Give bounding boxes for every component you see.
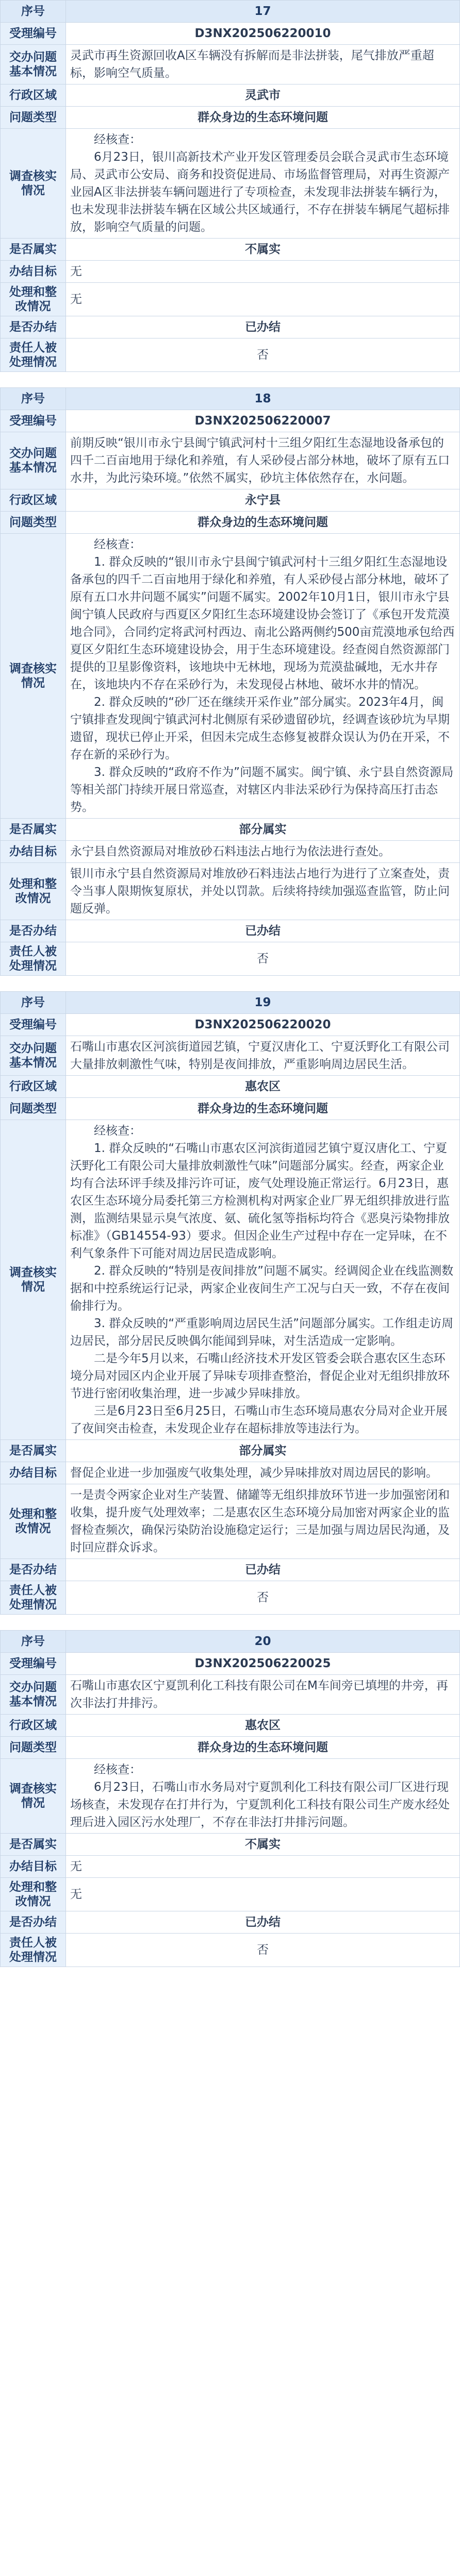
true-label: 是否属实 [1, 239, 66, 261]
done-value: 已办结 [66, 316, 460, 338]
plan-label: 处理和整改情况 [1, 863, 66, 920]
target-value: 永宁县自然资源局对堆放砂石料违法占地行为依法进行查处。 [66, 841, 460, 863]
done-value: 已办结 [66, 1911, 460, 1934]
account-row [1, 1581, 460, 1615]
account-label: 责任人被处理情况 [1, 1934, 66, 1967]
result-value [66, 1120, 460, 1440]
region-label: 行政区域 [1, 1715, 66, 1737]
id-value: D3NX202506220025 [66, 1653, 460, 1675]
result-paragraph: 2. 群众反映的“砂厂还在继续开采作业”部分属实。2023年4月，闽宁镇排查发现闽宁镇武河村北侧原有采砂遗留砂坑，经调查该砂坑为早期遗留，现状已停止开采，但因未完成生态修复被群众误认为仍在开采，不存在新的采砂行为。 [70, 696, 450, 761]
done-row [1, 1559, 460, 1581]
region-label: 行政区域 [1, 84, 66, 107]
result-paragraph: 1. 群众反映的“石嘴山市惠农区河滨街道园艺镇宁夏汉唐化工、宁夏沃野化工有限公司大量排放刺激性气味”问题部分属实。经查，两家企业均有合法环评手续及排污许可证，废气处理设施正常运行。6月23日，惠农区生态环境分局委托第三方检测机构对两家企业厂界无组织排放进行监测，监测结果显示臭气浓度、氨、硫化氢等指标均符合《恶臭污染物排放标准》（GB14554-93）要求。但因企业生产过程中存在一定异味，在不利气象条件下可能对周边居民造成影响。 [70, 1142, 450, 1260]
done-row [1, 1911, 460, 1934]
account-value: 否 [66, 1934, 460, 1967]
seq-label: 序号 [1, 388, 66, 410]
result-row [1, 534, 460, 819]
type-row [1, 1098, 460, 1120]
region-value: 灵武市 [66, 84, 460, 107]
plan-row [1, 1484, 460, 1559]
type-row [1, 1737, 460, 1759]
true-row [1, 819, 460, 841]
account-row [1, 942, 460, 976]
result-paragraph: 2. 群众反映的“特别是夜间排放”问题不属实。经调阅企业在线监测数据和中控系统运行记录，两家企业夜间生产工况与白天一致，不存在夜间偷排行为。 [70, 1264, 454, 1313]
account-row [1, 1934, 460, 1967]
basic-value: 石嘴山市惠农区河滨街道园艺镇，宁夏汉唐化工、宁夏沃野化工有限公司大量排放刺激性气味，特别是夜间排放，严重影响周边居民生活。 [66, 1036, 460, 1076]
region-value: 惠农区 [66, 1076, 460, 1098]
seq-row [1, 992, 460, 1014]
region-label: 行政区域 [1, 1076, 66, 1098]
region-value: 惠农区 [66, 1715, 460, 1737]
id-row [1, 1014, 460, 1036]
result-paragraph: 经核查： [94, 133, 141, 146]
result-paragraph: 经核查： [94, 1124, 141, 1138]
target-value: 督促企业进一步加强废气收集处理，减少异味排放对周边居民的影响。 [66, 1462, 460, 1484]
target-label: 办结目标 [1, 261, 66, 283]
basic-label: 交办问题基本情况 [1, 1036, 66, 1076]
seq-row [1, 1, 460, 23]
account-row [1, 338, 460, 372]
id-row [1, 23, 460, 45]
seq-row [1, 388, 460, 410]
result-row [1, 129, 460, 239]
target-row [1, 841, 460, 863]
result-paragraph: 3. 群众反映的“政府不作为”问题不属实。闽宁镇、永宁县自然资源局等相关部门持续开展日常巡查，对辖区内非法采砂行为保持高压打击态势。 [70, 766, 454, 814]
result-paragraph: 6月23日，石嘴山市水务局对宁夏凯利化工科技有限公司厂区进行现场核查，未发现存在打井行为，宁夏凯利化工科技有限公司生产废水经处理后进入园区污水处理厂，不存在非法打井排污问题。 [70, 1781, 450, 1829]
account-value: 否 [66, 942, 460, 976]
true-row [1, 239, 460, 261]
target-row [1, 261, 460, 283]
case-table [0, 0, 460, 372]
basic-value: 前期反映“银川市永宁县闽宁镇武河村十三组夕阳红生态湿地设备承包的四千二百亩地用于绿化和养殖，有人采砂侵占部分林地，破坏了原有五口水井，为此污染环境。”依然不属实，砂坑主体依然存在，水问题。 [66, 432, 460, 489]
seq-row [1, 1631, 460, 1653]
type-label: 问题类型 [1, 1737, 66, 1759]
result-paragraph: 三是6月23日至6月25日，石嘴山市生态环境局惠农分局对企业开展了夜间突击检查，未发现企业存在超标排放等违法行为。 [70, 1404, 448, 1435]
plan-label: 处理和整改情况 [1, 1878, 66, 1911]
case-card [0, 991, 460, 1615]
case-table [0, 991, 460, 1615]
true-row [1, 1834, 460, 1856]
target-label: 办结目标 [1, 841, 66, 863]
result-paragraph: 3. 群众反映的“严重影响周边居民生活”问题部分属实。工作组走访周边居民，部分居民反映偶尔能闻到异味，对生活造成一定影响。 [70, 1317, 454, 1348]
true-label: 是否属实 [1, 819, 66, 841]
id-label: 受理编号 [1, 1014, 66, 1036]
true-value: 部分属实 [66, 1440, 460, 1462]
target-row [1, 1856, 460, 1878]
plan-value: 无 [66, 1878, 460, 1911]
result-paragraph: 1. 群众反映的“银川市永宁县闽宁镇武河村十三组夕阳红生态湿地设备承包的四千二百亩地用于绿化和养殖，有人采砂侵占部分林地，破坏了原有五口水井问题不属实”问题不属实。2002年10月1日，银川市永宁县闽宁镇人民政府与西夏区夕阳红生态环境建设协会签订了《承包开发荒漠地合同》，合同约定将武河村西边、南北公路两侧约500亩荒漠地承包给西夏区夕阳红生态环境建设协会，用于生态环境建设。经查阅自然资源部门提供的卫星影像资料，该地块中无林地，现场为荒漠盐碱地，无水井存在，该地块内不存在采砂行为，未发现侵占林地、破坏水井的情况。 [70, 555, 455, 691]
seq-label: 序号 [1, 1, 66, 23]
id-label: 受理编号 [1, 1653, 66, 1675]
plan-label: 处理和整改情况 [1, 1484, 66, 1559]
case-card [0, 0, 460, 372]
region-row [1, 1715, 460, 1737]
plan-value: 银川市永宁县自然资源局对堆放砂石料违法占地行为进行了立案查处，责令当事人限期恢复原状，并处以罚款。后续将持续加强巡查监管，防止问题反弹。 [66, 863, 460, 920]
type-label: 问题类型 [1, 107, 66, 129]
true-value: 不属实 [66, 1834, 460, 1856]
type-value: 群众身边的生态环境问题 [66, 512, 460, 534]
done-value: 已办结 [66, 920, 460, 942]
type-value: 群众身边的生态环境问题 [66, 1737, 460, 1759]
id-row [1, 1653, 460, 1675]
result-label: 调查核实情况 [1, 1120, 66, 1440]
result-label: 调查核实情况 [1, 129, 66, 239]
result-row [1, 1759, 460, 1834]
target-value: 无 [66, 261, 460, 283]
target-value: 无 [66, 1856, 460, 1878]
basic-label: 交办问题基本情况 [1, 1675, 66, 1715]
true-value: 部分属实 [66, 819, 460, 841]
seq-value: 17 [66, 1, 460, 23]
region-row [1, 84, 460, 107]
id-row [1, 410, 460, 432]
target-label: 办结目标 [1, 1856, 66, 1878]
id-label: 受理编号 [1, 23, 66, 45]
case-table [0, 387, 460, 976]
basic-row [1, 1675, 460, 1715]
type-label: 问题类型 [1, 1098, 66, 1120]
region-label: 行政区域 [1, 489, 66, 512]
account-value: 否 [66, 1581, 460, 1615]
true-label: 是否属实 [1, 1440, 66, 1462]
result-row [1, 1120, 460, 1440]
result-value [66, 1759, 460, 1834]
result-value [66, 534, 460, 819]
id-label: 受理编号 [1, 410, 66, 432]
seq-label: 序号 [1, 1631, 66, 1653]
id-value: D3NX202506220007 [66, 410, 460, 432]
region-row [1, 1076, 460, 1098]
result-paragraph: 经核查： [94, 538, 141, 551]
seq-value: 19 [66, 992, 460, 1014]
done-label: 是否办结 [1, 316, 66, 338]
type-label: 问题类型 [1, 512, 66, 534]
type-value: 群众身边的生态环境问题 [66, 1098, 460, 1120]
done-row [1, 920, 460, 942]
true-value: 不属实 [66, 239, 460, 261]
done-label: 是否办结 [1, 920, 66, 942]
plan-value: 无 [66, 283, 460, 316]
plan-row [1, 1878, 460, 1911]
done-label: 是否办结 [1, 1911, 66, 1934]
plan-row [1, 863, 460, 920]
true-label: 是否属实 [1, 1834, 66, 1856]
target-row [1, 1462, 460, 1484]
case-card [0, 387, 460, 976]
case-table [0, 1630, 460, 1967]
done-row [1, 316, 460, 338]
result-paragraph: 6月23日，银川高新技术产业开发区管理委员会联合灵武市生态环境局、灵武市公安局、商务和投资促进局、市场监督管理局，对再生资源产业园A区非法拼装车辆问题进行了专项检查，未发现非法拼装车辆行为，也未发现非法拼装车辆在区域公共区域通行，不存在拼装车辆尾气超标排放，影响空气质量的问题。 [70, 150, 450, 234]
region-row [1, 489, 460, 512]
account-label: 责任人被处理情况 [1, 338, 66, 372]
case-card [0, 1630, 460, 1967]
basic-value: 灵武市再生资源回收A区车辆没有拆解而是非法拼装，尾气排放严重超标，影响空气质量。 [66, 45, 460, 84]
done-label: 是否办结 [1, 1559, 66, 1581]
seq-label: 序号 [1, 992, 66, 1014]
basic-row [1, 45, 460, 84]
basic-value: 石嘴山市惠农区宁夏凯利化工科技有限公司在M车间旁已填埋的井旁，再次非法打井排污。 [66, 1675, 460, 1715]
plan-value: 一是责令两家企业对生产装置、储罐等无组织排放环节进一步加强密闭和收集，提升废气处理效率；二是惠农区生态环境分局加密对两家企业的监督检查频次，确保污染防治设施稳定运行；三是加强与周边居民沟通，及时回应群众诉求。 [66, 1484, 460, 1559]
basic-label: 交办问题基本情况 [1, 432, 66, 489]
id-value: D3NX202506220010 [66, 23, 460, 45]
done-value: 已办结 [66, 1559, 460, 1581]
account-label: 责任人被处理情况 [1, 942, 66, 976]
result-paragraph: 二是今年5月以来，石嘴山经济技术开发区管委会联合惠农区生态环境分局对园区内企业开展了异味专项排查整治，督促企业对无组织排放环节进行密闭收集治理，进一步减少异味排放。 [70, 1352, 450, 1400]
type-row [1, 107, 460, 129]
plan-label: 处理和整改情况 [1, 283, 66, 316]
seq-value: 18 [66, 388, 460, 410]
id-value: D3NX202506220020 [66, 1014, 460, 1036]
true-row [1, 1440, 460, 1462]
type-row [1, 512, 460, 534]
result-paragraph: 经核查： [94, 1763, 141, 1776]
type-value: 群众身边的生态环境问题 [66, 107, 460, 129]
basic-label: 交办问题基本情况 [1, 45, 66, 84]
result-label: 调查核实情况 [1, 1759, 66, 1834]
account-value: 否 [66, 338, 460, 372]
basic-row [1, 432, 460, 489]
basic-row [1, 1036, 460, 1076]
seq-value: 20 [66, 1631, 460, 1653]
account-label: 责任人被处理情况 [1, 1581, 66, 1615]
result-value [66, 129, 460, 239]
region-value: 永宁县 [66, 489, 460, 512]
target-label: 办结目标 [1, 1462, 66, 1484]
plan-row [1, 283, 460, 316]
result-label: 调查核实情况 [1, 534, 66, 819]
